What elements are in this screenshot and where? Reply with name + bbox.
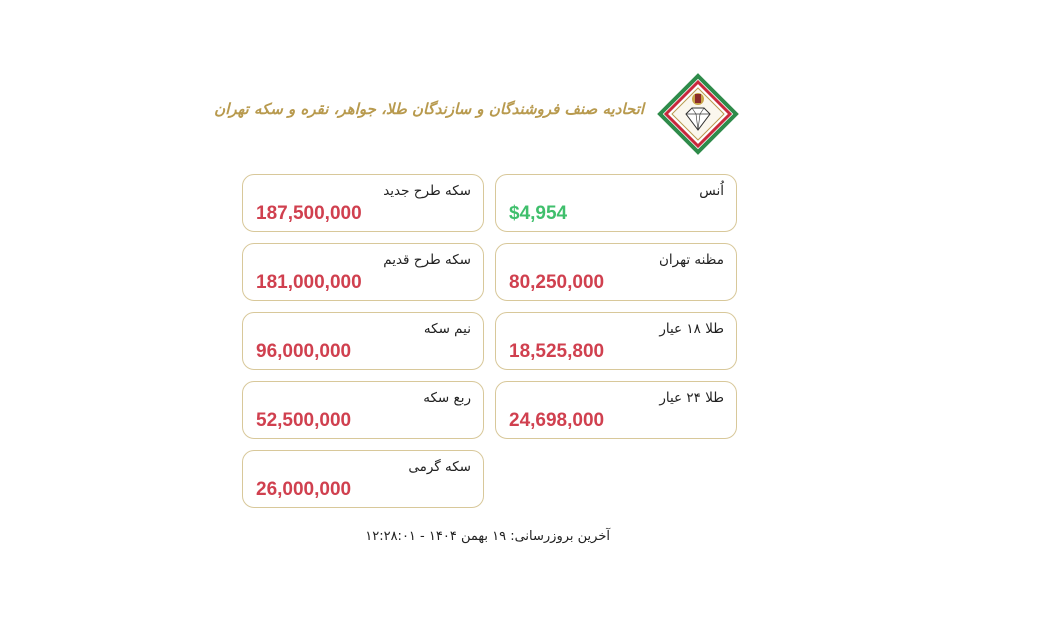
union-diamond-logo-icon	[656, 72, 740, 156]
card-label: اُنس	[699, 183, 724, 199]
card-label: مظنه تهران	[658, 252, 724, 268]
card-value: 181,000,000	[256, 272, 362, 293]
card-old-coin	[242, 243, 484, 301]
card-label: سکه طرح قدیم	[383, 252, 471, 268]
card-label: طلا ۱۸ عیار	[659, 321, 724, 337]
card-value: 96,000,000	[256, 341, 352, 362]
card-tehran-mazaneh	[495, 243, 737, 301]
card-gold-18k	[495, 312, 737, 370]
union-title: اتحادیه صنف فروشندگان و سازندگان طلا، جواهر، نقره و سکه تهران	[214, 100, 644, 118]
card-gram-coin	[242, 450, 484, 508]
card-ounce	[495, 174, 737, 232]
header	[214, 72, 740, 156]
card-value: 187,500,000	[256, 203, 362, 224]
card-label: سکه طرح جدید	[383, 183, 471, 199]
card-label: سکه گرمی	[408, 459, 471, 475]
card-value: 80,250,000	[509, 272, 605, 293]
card-label: نیم سکه	[423, 321, 471, 337]
card-new-coin	[242, 174, 484, 232]
card-value: 52,500,000	[256, 410, 352, 431]
card-quarter-coin	[242, 381, 484, 439]
card-half-coin	[242, 312, 484, 370]
card-value: 24,698,000	[509, 410, 605, 431]
card-value: 26,000,000	[256, 479, 352, 500]
card-value: $4,954	[509, 203, 568, 224]
card-value: 18,525,800	[509, 341, 605, 362]
last-update-text: آخرین بروزرسانی: ۱۹ بهمن ۱۴۰۴ - ۱۲:۲۸:۰۱	[365, 529, 610, 544]
card-gold-24k	[495, 381, 737, 439]
card-label: طلا ۲۴ عیار	[659, 390, 724, 406]
card-label: ربع سکه	[423, 390, 471, 406]
